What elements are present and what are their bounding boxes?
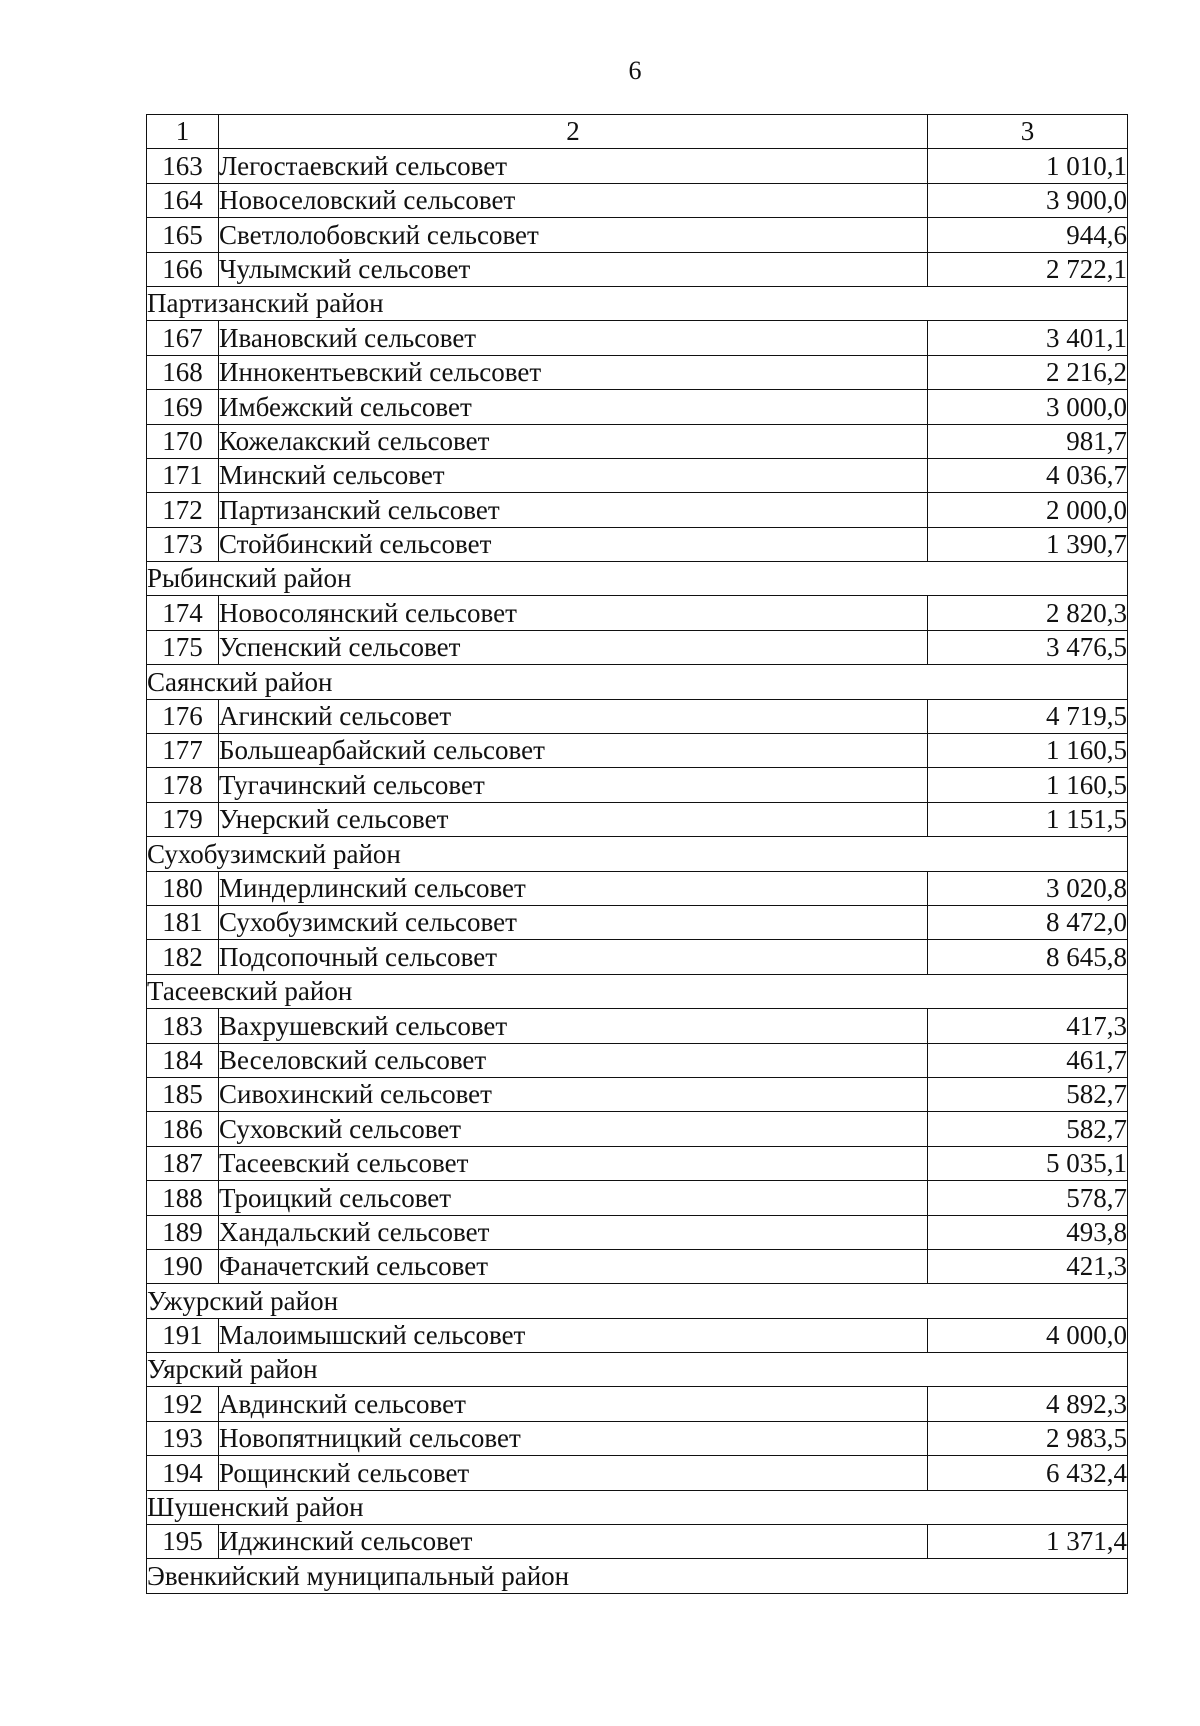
district-name: Шушенский район bbox=[147, 1490, 1128, 1524]
amount-value: 421,3 bbox=[928, 1249, 1128, 1283]
row-number: 186 bbox=[147, 1112, 219, 1146]
settlement-name: Новосолянский сельсовет bbox=[219, 596, 928, 630]
amount-value: 4 000,0 bbox=[928, 1318, 1128, 1352]
row-number: 172 bbox=[147, 493, 219, 527]
amount-value: 1 151,5 bbox=[928, 802, 1128, 836]
settlement-name: Кожелакский сельсовет bbox=[219, 424, 928, 458]
amount-value: 582,7 bbox=[928, 1077, 1128, 1111]
settlement-name: Веселовский сельсовет bbox=[219, 1043, 928, 1077]
row-number: 179 bbox=[147, 802, 219, 836]
header-col-2: 2 bbox=[219, 115, 928, 149]
table-row bbox=[147, 630, 1128, 664]
table-row bbox=[147, 734, 1128, 768]
settlement-name: Тугачинский сельсовет bbox=[219, 768, 928, 802]
district-row bbox=[147, 665, 1128, 699]
amount-value: 1 371,4 bbox=[928, 1525, 1128, 1559]
row-number: 181 bbox=[147, 905, 219, 939]
amount-value: 3 000,0 bbox=[928, 390, 1128, 424]
settlement-name: Иннокентьевский сельсовет bbox=[219, 355, 928, 389]
settlement-name: Минский сельсовет bbox=[219, 458, 928, 492]
row-number: 190 bbox=[147, 1249, 219, 1283]
row-number: 182 bbox=[147, 940, 219, 974]
settlement-name: Миндерлинский сельсовет bbox=[219, 871, 928, 905]
row-number: 167 bbox=[147, 321, 219, 355]
page-number: 6 bbox=[628, 56, 642, 85]
amount-value: 1 160,5 bbox=[928, 768, 1128, 802]
amount-value: 5 035,1 bbox=[928, 1146, 1128, 1180]
settlement-name: Имбежский сельсовет bbox=[219, 390, 928, 424]
row-number: 165 bbox=[147, 218, 219, 252]
amount-value: 461,7 bbox=[928, 1043, 1128, 1077]
row-number: 180 bbox=[147, 871, 219, 905]
settlement-name: Сухобузимский сельсовет bbox=[219, 905, 928, 939]
settlement-name: Агинский сельсовет bbox=[219, 699, 928, 733]
table-row bbox=[147, 1077, 1128, 1111]
district-name: Саянский район bbox=[147, 665, 1128, 699]
district-row bbox=[147, 974, 1128, 1008]
table-row bbox=[147, 458, 1128, 492]
amount-value: 3 900,0 bbox=[928, 183, 1128, 217]
amount-value: 578,7 bbox=[928, 1181, 1128, 1215]
settlement-name: Иджинский сельсовет bbox=[219, 1525, 928, 1559]
settlement-name: Новопятницкий сельсовет bbox=[219, 1421, 928, 1455]
amount-value: 6 432,4 bbox=[928, 1456, 1128, 1490]
district-row bbox=[147, 1490, 1128, 1524]
row-number: 171 bbox=[147, 458, 219, 492]
table-row bbox=[147, 321, 1128, 355]
settlement-name: Легостаевский сельсовет bbox=[219, 149, 928, 183]
settlement-name: Новоселовский сельсовет bbox=[219, 183, 928, 217]
table-row bbox=[147, 1249, 1128, 1283]
table-row bbox=[147, 596, 1128, 630]
amount-value: 1 390,7 bbox=[928, 527, 1128, 561]
row-number: 169 bbox=[147, 390, 219, 424]
table-row bbox=[147, 424, 1128, 458]
settlement-name: Большеарбайский сельсовет bbox=[219, 734, 928, 768]
table-row bbox=[147, 940, 1128, 974]
settlement-name: Подсопочный сельсовет bbox=[219, 940, 928, 974]
district-row bbox=[147, 286, 1128, 320]
district-name: Тасеевский район bbox=[147, 974, 1128, 1008]
table-row bbox=[147, 390, 1128, 424]
settlement-name: Малоимышский сельсовет bbox=[219, 1318, 928, 1352]
settlement-name: Вахрушевский сельсовет bbox=[219, 1009, 928, 1043]
settlement-name: Троицкий сельсовет bbox=[219, 1181, 928, 1215]
allocation-table bbox=[146, 114, 1128, 1594]
settlement-name: Фаначетский сельсовет bbox=[219, 1249, 928, 1283]
table-row bbox=[147, 802, 1128, 836]
amount-value: 493,8 bbox=[928, 1215, 1128, 1249]
amount-value: 944,6 bbox=[928, 218, 1128, 252]
amount-value: 3 476,5 bbox=[928, 630, 1128, 664]
amount-value: 2 983,5 bbox=[928, 1421, 1128, 1455]
amount-value: 2 722,1 bbox=[928, 252, 1128, 286]
table-row bbox=[147, 768, 1128, 802]
row-number: 184 bbox=[147, 1043, 219, 1077]
row-number: 193 bbox=[147, 1421, 219, 1455]
table-row bbox=[147, 1421, 1128, 1455]
district-row bbox=[147, 1559, 1128, 1593]
amount-value: 1 160,5 bbox=[928, 734, 1128, 768]
district-name: Рыбинский район bbox=[147, 562, 1128, 596]
settlement-name: Суховский сельсовет bbox=[219, 1112, 928, 1146]
row-number: 163 bbox=[147, 149, 219, 183]
amount-value: 981,7 bbox=[928, 424, 1128, 458]
amount-value: 3 020,8 bbox=[928, 871, 1128, 905]
row-number: 192 bbox=[147, 1387, 219, 1421]
row-number: 178 bbox=[147, 768, 219, 802]
row-number: 177 bbox=[147, 734, 219, 768]
amount-value: 2 820,3 bbox=[928, 596, 1128, 630]
table-body bbox=[147, 115, 1128, 1594]
table-row bbox=[147, 1043, 1128, 1077]
amount-value: 2 216,2 bbox=[928, 355, 1128, 389]
settlement-name: Унерский сельсовет bbox=[219, 802, 928, 836]
settlement-name: Тасеевский сельсовет bbox=[219, 1146, 928, 1180]
settlement-name: Сивохинский сельсовет bbox=[219, 1077, 928, 1111]
table-row bbox=[147, 1009, 1128, 1043]
row-number: 194 bbox=[147, 1456, 219, 1490]
district-row bbox=[147, 1353, 1128, 1387]
amount-value: 8 472,0 bbox=[928, 905, 1128, 939]
settlement-name: Стойбинский сельсовет bbox=[219, 527, 928, 561]
row-number: 195 bbox=[147, 1525, 219, 1559]
table-row bbox=[147, 1525, 1128, 1559]
settlement-name: Партизанский сельсовет bbox=[219, 493, 928, 527]
table-row bbox=[147, 149, 1128, 183]
table-row bbox=[147, 493, 1128, 527]
row-number: 176 bbox=[147, 699, 219, 733]
amount-value: 4 036,7 bbox=[928, 458, 1128, 492]
amount-value: 2 000,0 bbox=[928, 493, 1128, 527]
row-number: 185 bbox=[147, 1077, 219, 1111]
row-number: 166 bbox=[147, 252, 219, 286]
row-number: 173 bbox=[147, 527, 219, 561]
amount-value: 8 645,8 bbox=[928, 940, 1128, 974]
table-row bbox=[147, 252, 1128, 286]
district-row bbox=[147, 562, 1128, 596]
row-number: 174 bbox=[147, 596, 219, 630]
table-row bbox=[147, 1112, 1128, 1146]
district-name: Сухобузимский район bbox=[147, 837, 1128, 871]
row-number: 187 bbox=[147, 1146, 219, 1180]
row-number: 175 bbox=[147, 630, 219, 664]
header-col-1: 1 bbox=[147, 115, 219, 149]
amount-value: 417,3 bbox=[928, 1009, 1128, 1043]
table-row bbox=[147, 699, 1128, 733]
amount-value: 1 010,1 bbox=[928, 149, 1128, 183]
settlement-name: Авдинский сельсовет bbox=[219, 1387, 928, 1421]
table-row bbox=[147, 527, 1128, 561]
table-row bbox=[147, 905, 1128, 939]
settlement-name: Рощинский сельсовет bbox=[219, 1456, 928, 1490]
district-name: Партизанский район bbox=[147, 286, 1128, 320]
row-number: 168 bbox=[147, 355, 219, 389]
table-row bbox=[147, 1318, 1128, 1352]
district-row bbox=[147, 1284, 1128, 1318]
settlement-name: Успенский сельсовет bbox=[219, 630, 928, 664]
row-number: 164 bbox=[147, 183, 219, 217]
amount-value: 3 401,1 bbox=[928, 321, 1128, 355]
table-row bbox=[147, 1215, 1128, 1249]
table-row bbox=[147, 1387, 1128, 1421]
table-row bbox=[147, 1181, 1128, 1215]
district-name: Эвенкийский муниципальный район bbox=[147, 1559, 1128, 1593]
settlement-name: Ивановский сельсовет bbox=[219, 321, 928, 355]
table-header-row bbox=[147, 115, 1128, 149]
table-row bbox=[147, 355, 1128, 389]
table-row bbox=[147, 1146, 1128, 1180]
table-row bbox=[147, 183, 1128, 217]
district-row bbox=[147, 837, 1128, 871]
header-col-3: 3 bbox=[928, 115, 1128, 149]
row-number: 183 bbox=[147, 1009, 219, 1043]
settlement-name: Чулымский сельсовет bbox=[219, 252, 928, 286]
table-row bbox=[147, 218, 1128, 252]
table-row bbox=[147, 871, 1128, 905]
amount-value: 4 892,3 bbox=[928, 1387, 1128, 1421]
row-number: 191 bbox=[147, 1318, 219, 1352]
row-number: 189 bbox=[147, 1215, 219, 1249]
district-name: Уярский район bbox=[147, 1353, 1128, 1387]
row-number: 170 bbox=[147, 424, 219, 458]
amount-value: 4 719,5 bbox=[928, 699, 1128, 733]
table-row bbox=[147, 1456, 1128, 1490]
row-number: 188 bbox=[147, 1181, 219, 1215]
settlement-name: Хандальский сельсовет bbox=[219, 1215, 928, 1249]
amount-value: 582,7 bbox=[928, 1112, 1128, 1146]
district-name: Ужурский район bbox=[147, 1284, 1128, 1318]
settlement-name: Светлолобовский сельсовет bbox=[219, 218, 928, 252]
